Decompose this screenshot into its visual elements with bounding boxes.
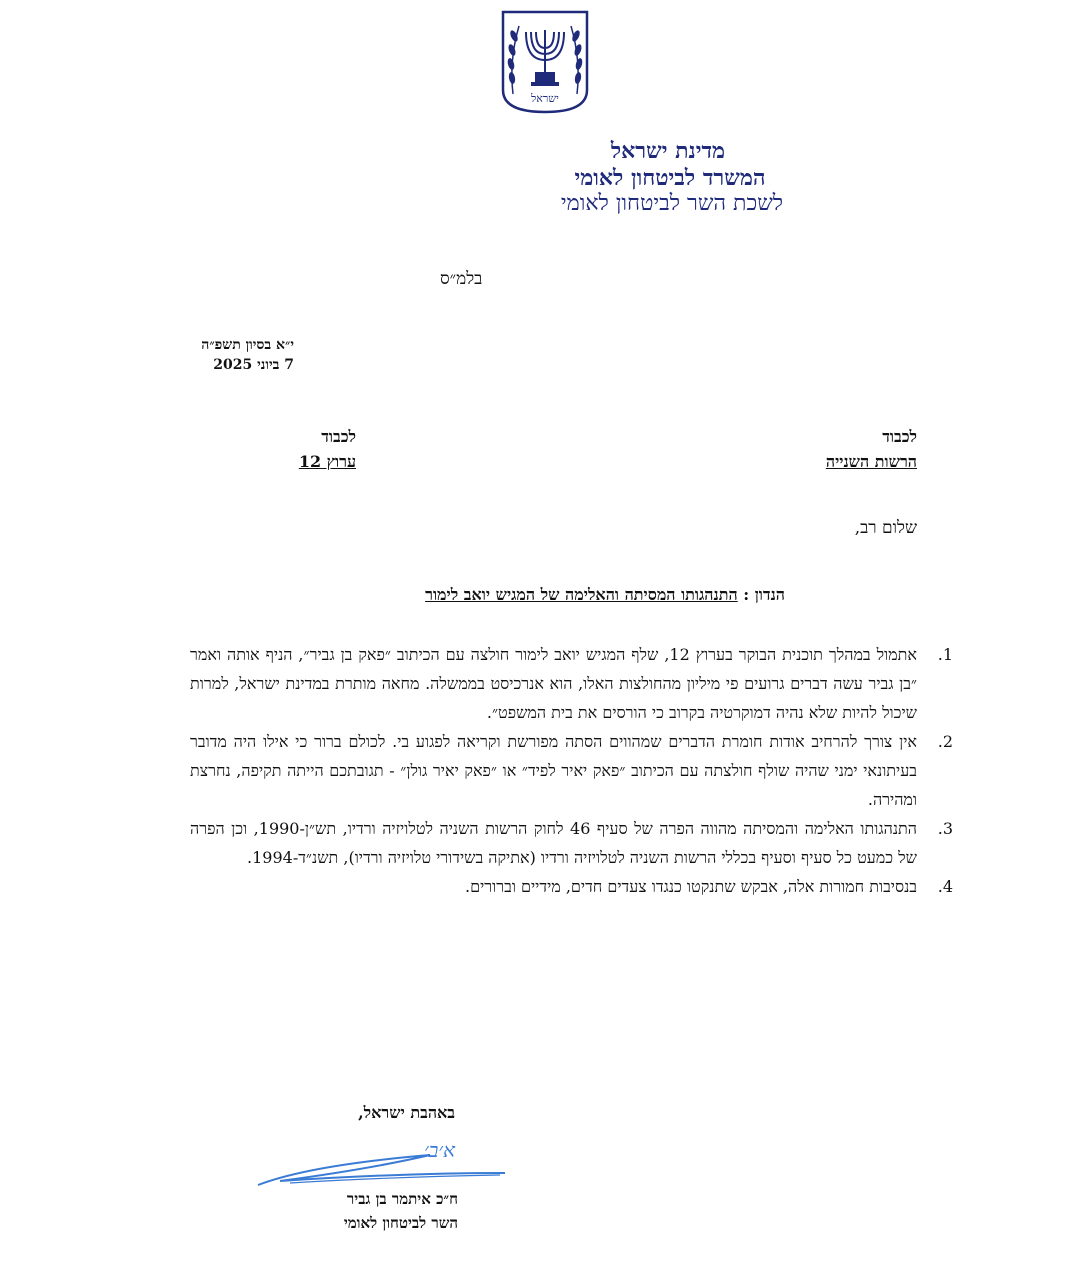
classification-label: בלמ״ס — [440, 269, 483, 289]
addressee-name: ערוץ 12 — [298, 452, 356, 471]
subject-line — [425, 585, 785, 605]
paragraph-text: אין צורך להרחיב אודות חומרת הדברים שמהווים הסתה מפורשת וקריאה לפגוע בי. לכולם ברור כי אילו היה מדובר בעיתונאי ימני שהיה שולף חולצתה עם הכיתוב ״פאק יאיר לפיד״ או ״פאק יאיר גולן״ - תגובתכם הייתה תקיפה, נחרצת ומהירה. — [190, 732, 917, 809]
emblem-text: ישראל — [531, 92, 559, 105]
addressee-second-authority — [826, 424, 917, 474]
addressee-channel-12 — [299, 424, 356, 474]
paragraph-number: 4. — [937, 877, 953, 896]
paragraph-number: 1. — [937, 645, 953, 664]
closing-phrase: באהבת ישראל, — [358, 1103, 455, 1122]
paragraph-number: 3. — [937, 819, 953, 838]
header-country: מדינת ישראל — [610, 138, 726, 164]
addressee-prefix: לכבוד — [321, 427, 356, 446]
date-hebrew: י״א בסיון תשפ״ה — [201, 337, 294, 353]
subject-text: התנהגותו המסיתה והאלימה של המגיש יואב לימור — [425, 585, 738, 604]
date-gregorian: 7 ביוני 2025 — [213, 357, 294, 373]
letter-body — [190, 640, 953, 901]
paragraph-text: בנסיבות חמורות אלה, אבקש שתנקטו כנגדו צעדים חדים, מידיים וברורים. — [465, 877, 917, 896]
signer-block — [344, 1187, 458, 1235]
paragraph — [190, 727, 953, 814]
paragraph-text: התנהגותו האלימה והמסיתה מהווה הפרה של סעיף 46 לחוק הרשות השניה לטלויזיה ורדיו, תש״ן-1990, וכן הפרה של כמעט כל סעיף וסעיף בכללי הרשות השניה לטלויזיה ורדיו (אתיקה בשידורי טלויזיה ורדיו), תשנ״ד-1994. — [190, 819, 917, 867]
greeting: שלום רב, — [854, 518, 917, 538]
paragraph-number: 2. — [937, 732, 953, 751]
header-office: לשכת השר לביטחון לאומי — [560, 191, 784, 216]
signer-title: השר לביטחון לאומי — [343, 1214, 458, 1232]
addressee-prefix: לכבוד — [882, 427, 917, 446]
header-ministry: המשרד לביטחון לאומי — [574, 165, 766, 191]
signature-initials: א׳ב׳ — [424, 1138, 455, 1162]
paragraph — [190, 640, 953, 727]
state-emblem — [501, 10, 589, 114]
signature — [250, 1133, 510, 1195]
paragraph — [190, 872, 953, 901]
paragraph — [190, 814, 953, 872]
paragraph-text: אתמול במהלך תוכנית הבוקר בערוץ 12, שלף המגיש יואב לימור חולצה עם הכיתוב ״פאק בן גביר״, הניף אותה ואמר ״בן גביר עשה דברים גרועים פי מיליון מהחולצות האלו, הוא אנרכיסט בממשלה. מחאה מותרת במדינת ישראל, למרות שיכול להיות שלא נהיה דמוקרטיה בקרוב כי הורסים את בית המשפט״. — [190, 645, 918, 722]
signer-name: ח״כ איתמר בן גביר — [346, 1190, 458, 1208]
addressee-name: הרשות השנייה — [825, 452, 917, 471]
subject-label: הנדון : — [743, 585, 785, 604]
letter-date — [201, 335, 294, 375]
